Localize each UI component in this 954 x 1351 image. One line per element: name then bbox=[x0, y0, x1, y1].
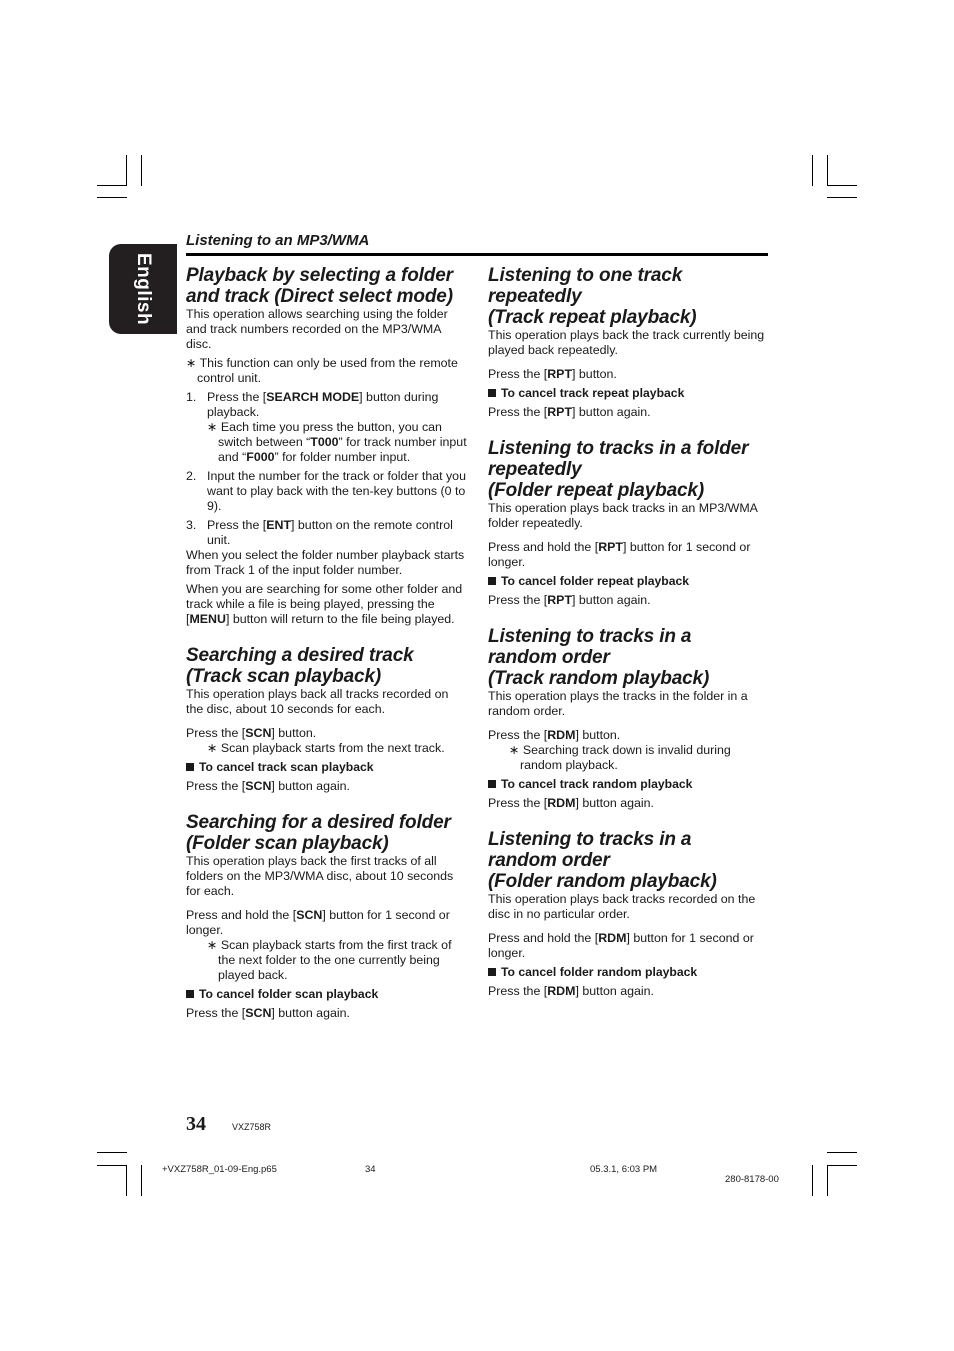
section-direct-select bbox=[186, 265, 468, 627]
intro-text: This operation plays back all tracks recorded on the disc, about 10 seconds for each. bbox=[186, 687, 449, 716]
footer-page: 34 bbox=[365, 1164, 376, 1175]
header-rule bbox=[186, 253, 768, 256]
cancel-heading: To cancel folder scan playback bbox=[186, 987, 468, 1002]
section-title: Listening to tracks in a folder repeatedly (Folder repeat playback) bbox=[488, 438, 749, 501]
cancel-heading: To cancel track repeat playback bbox=[488, 386, 770, 401]
section-title: Playback by selecting a folder and track (Direct select mode) bbox=[186, 265, 453, 307]
crop-mark bbox=[827, 197, 857, 198]
crop-mark bbox=[827, 185, 857, 186]
instruction-text: Press the [RDM] button again. bbox=[488, 984, 654, 998]
square-bullet-icon bbox=[186, 763, 194, 771]
instruction-text: Press the [RPT] button again. bbox=[488, 593, 651, 607]
right-column bbox=[488, 265, 770, 999]
square-bullet-icon bbox=[488, 968, 496, 976]
crop-mark bbox=[97, 185, 127, 186]
section-folder-repeat bbox=[488, 438, 770, 608]
crop-mark bbox=[812, 155, 813, 186]
cancel-heading: To cancel track scan playback bbox=[186, 760, 468, 775]
footer-filename: +VXZ758R_01-09-Eng.p65 bbox=[162, 1164, 277, 1175]
crop-mark bbox=[97, 1152, 127, 1153]
section-track-scan bbox=[186, 645, 468, 794]
page-number: 34 bbox=[186, 1113, 206, 1135]
crop-mark bbox=[126, 1165, 127, 1196]
crop-mark bbox=[141, 1165, 142, 1196]
cancel-heading: To cancel track random playback bbox=[488, 777, 770, 792]
crop-mark bbox=[141, 155, 142, 186]
step-3: 3. Press the [ENT] button on the remote control unit. bbox=[186, 518, 453, 547]
intro-text: This operation plays back tracks in an MP3/WMA folder repeatedly. bbox=[488, 501, 758, 530]
crop-mark bbox=[827, 155, 828, 186]
square-bullet-icon bbox=[488, 577, 496, 585]
footer-code: 280-8178-00 bbox=[725, 1174, 779, 1185]
instruction-text: Press and hold the [RPT] button for 1 second or longer. bbox=[488, 540, 751, 569]
crop-mark bbox=[97, 197, 127, 198]
intro-text: This operation allows searching using the folder and track numbers recorded on the MP3/WMA disc. bbox=[186, 307, 448, 351]
cancel-heading: To cancel folder repeat playback bbox=[488, 574, 770, 589]
instruction-text: Press the [SCN] button again. bbox=[186, 1006, 350, 1020]
left-column bbox=[186, 265, 468, 1021]
body-text: When you select the folder number playback starts from Track 1 of the input folder number. bbox=[186, 548, 465, 577]
section-track-repeat bbox=[488, 265, 770, 420]
section-title: Listening to tracks in a random order (Track random playback) bbox=[488, 626, 710, 689]
asterisk-note: ∗ This function can only be used from the remote control unit. bbox=[186, 356, 458, 385]
intro-text: This operation plays back the first tracks of all folders on the MP3/WMA disc, about 10 seconds for each. bbox=[186, 854, 454, 898]
asterisk-note: ∗ Scan playback starts from the next track. bbox=[207, 741, 445, 755]
instruction-text: Press and hold the [SCN] button for 1 second or longer. bbox=[186, 908, 450, 937]
instruction-text: Press the [RPT] button. bbox=[488, 367, 617, 381]
model-number: VXZ758R bbox=[232, 1122, 272, 1132]
section-track-random bbox=[488, 626, 770, 811]
section-title: Listening to tracks in a random order (Folder random playback) bbox=[488, 829, 717, 892]
footer-date: 05.3.1, 6:03 PM bbox=[590, 1164, 658, 1175]
section-folder-random bbox=[488, 829, 770, 999]
instruction-text: Press the [RDM] button again. bbox=[488, 796, 654, 810]
instruction-text: Press the [SCN] button again. bbox=[186, 779, 350, 793]
crop-mark bbox=[827, 1152, 857, 1153]
cancel-heading: To cancel folder random playback bbox=[488, 965, 770, 980]
section-title: Searching a desired track (Track scan playback) bbox=[186, 645, 414, 687]
intro-text: This operation plays back the track currently being played back repeatedly. bbox=[488, 328, 765, 357]
running-head: Listening to an MP3/WMA bbox=[186, 232, 370, 249]
square-bullet-icon bbox=[488, 389, 496, 397]
asterisk-note: ∗ Searching track down is invalid during random playback. bbox=[509, 743, 731, 772]
crop-mark bbox=[827, 1165, 828, 1196]
crop-mark bbox=[97, 1165, 127, 1166]
square-bullet-icon bbox=[186, 990, 194, 998]
instruction-text: Press the [RPT] button again. bbox=[488, 405, 651, 419]
asterisk-note: ∗ Each time you press the button, you can switch between “T000” for track number input and “F000” for folder number input. bbox=[207, 420, 467, 464]
crop-mark bbox=[827, 1165, 857, 1166]
section-title: Searching for a desired folder (Folder scan playback) bbox=[186, 812, 451, 854]
asterisk-note: ∗ Scan playback starts from the first track of the next folder to the one currently being played back. bbox=[207, 938, 452, 982]
language-tab bbox=[109, 244, 177, 334]
crop-mark bbox=[126, 155, 127, 186]
instruction-text: Press the [RDM] button. bbox=[488, 728, 621, 742]
intro-text: This operation plays back tracks recorded on the disc in no particular order. bbox=[488, 892, 756, 921]
crop-mark bbox=[812, 1165, 813, 1196]
step-2: 2. Input the number for the track or folder that you want to play back with the ten-key buttons (0 to 9). bbox=[186, 469, 466, 513]
instruction-text: Press the [SCN] button. bbox=[186, 726, 317, 740]
instruction-text: Press and hold the [RDM] button for 1 second or longer. bbox=[488, 931, 754, 960]
section-title: Listening to one track repeatedly (Track repeat playback) bbox=[488, 265, 697, 328]
language-tab-label: English bbox=[133, 252, 154, 326]
square-bullet-icon bbox=[488, 780, 496, 788]
step-1: 1. Press the [SEARCH MODE] button during playback. bbox=[186, 390, 439, 419]
body-text: When you are searching for some other folder and track while a file is being played, pressing the [MENU] button will return to the file being played. bbox=[186, 582, 463, 626]
section-folder-scan bbox=[186, 812, 468, 1021]
intro-text: This operation plays the tracks in the folder in a random order. bbox=[488, 689, 748, 718]
